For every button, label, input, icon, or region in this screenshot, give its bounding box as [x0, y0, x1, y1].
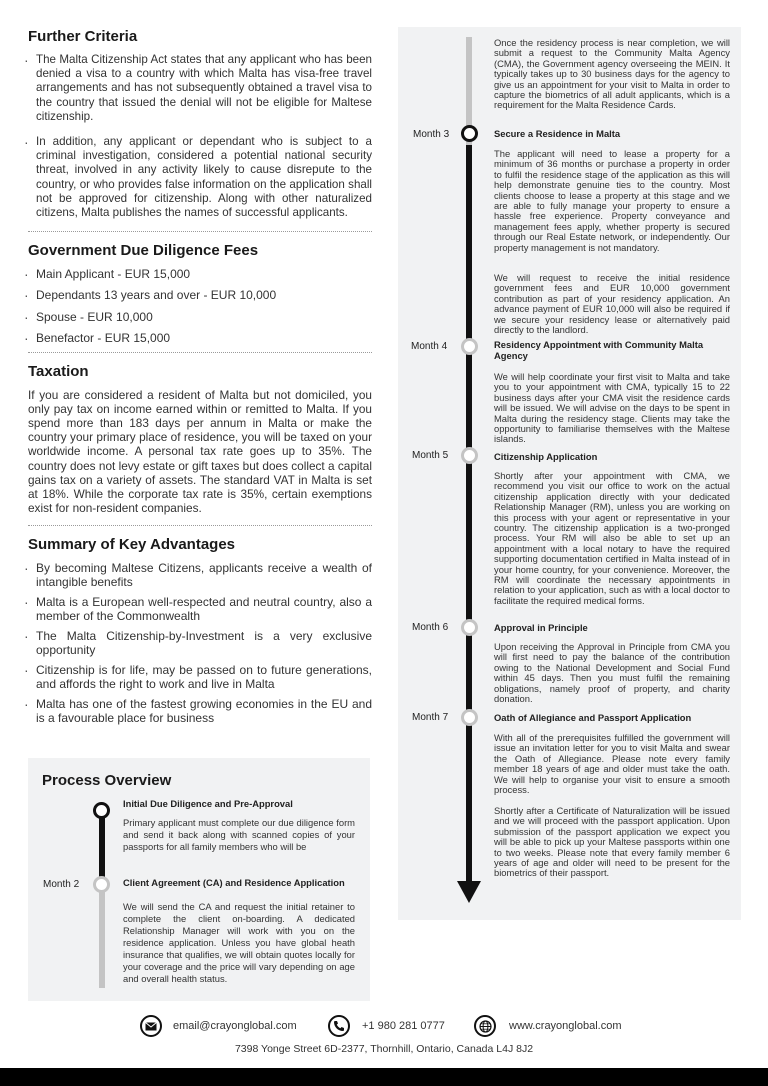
website-link[interactable]: www.crayonglobal.com	[509, 1020, 622, 1032]
timeline-line	[466, 145, 472, 885]
timeline-node	[461, 447, 478, 464]
phone-link[interactable]: +1 980 281 0777	[362, 1020, 445, 1032]
step-body: Shortly after your appointment with CMA, we recommend you visit our office to work on the actual citizenship application directly with your dedicated Relationship Manager (RM), unless you are working on this process with your agent or representative in your country. The citizenship application is a two-pronged process. Your RM will also be able to set up an appointment with a local notary to have the required supporting documentation certified in Malta instead of in your home country, for your convenience. Moreover, the RM will coordinate the necessary appointments in relation to your application, such as with a local doctor to facilitate the required medical forms.	[494, 470, 730, 606]
step-body: The applicant will need to lease a property for a minimum of 36 months or purchase a property in order to fulfil the residence stage of the application as this will help demonstrate genuine ties to the country. Most clients choose to lease a property at this stage and we are able to fully manage your property to ensure a hassle free experience. Property conveyance and management fees apply, whether property is secured through our Real Estate network, or independently. Our property management is not mandatory.	[494, 148, 730, 253]
bottom-bar	[0, 1068, 768, 1086]
fees-list	[28, 267, 372, 345]
timeline-intro: Once the residency process is near completion, we will submit a request to the Community Malta Agency (CMA), the Government agency overseeing the MEIN. It typically takes up to 30 business days for the agency to give us an appointment for your visit to Malta in order to capture the biometrics of all adult applicants, which is a requirement for the Malta Residence Cards.	[494, 37, 730, 111]
process-overview-box	[28, 758, 370, 1001]
month-label: Month 4	[411, 341, 448, 352]
company-address: 7398 Yonge Street 6D-2377, Thornhill, Ontario, Canada L4J 8J2	[234, 1043, 534, 1055]
timeline-node	[461, 125, 478, 142]
step-body: We will request to receive the initial residence government fees and EUR 10,000 government contribution as part of your residency application. An advance payment of EUR 10,000 will also be required if we secure your residency lease or alternatively paid directly to the landlord.	[494, 272, 730, 336]
timeline-line-future	[99, 892, 105, 988]
list-item: · Benefactor - EUR 15,000	[28, 331, 372, 345]
list-item: · In addition, any applicant or dependant who is subject to a criminal investigation, considered a potential national security threat, involved in any activity likely to cause disrepute to the country, or who provides false information on the application shall not be approved for citizenship. Along with other naturalized citizens, Malta publishes the names of successful applicants.	[28, 135, 372, 220]
step-body: Shortly after a Certificate of Naturalization will be issued and we will proceed with the passport application. Upon submission of the passport application we expect you will be able to pick up your Maltese passports within one to two weeks. Please note that every family member 6 years of age and older will need to be present for the biometrics of their passport.	[494, 805, 730, 879]
phone-icon	[328, 1015, 350, 1037]
step-title: Oath of Allegiance and Passport Application	[494, 712, 692, 723]
taxation-heading: Taxation	[28, 363, 89, 381]
taxation-text: If you are considered a resident of Malta but not domiciled, you only pay tax on income earned within or remitted to Malta. If you spend more than 183 days per annum in Malta or make the country your primary place of residence, you will be taxed on your worldwide income. A personal tax rate goes up to 35%. The country does not levy estate or gift taxes but does collect a capital gains tax on a variety of assets. The standard VAT in Malta is set at 18%. While the corporate tax rate is 35%, certain exemptions exist for non-resident companies.	[28, 388, 372, 515]
timeline-node	[93, 876, 110, 893]
timeline-node	[93, 802, 110, 819]
step-title: Citizenship Application	[494, 451, 598, 462]
month-label: Month 6	[412, 622, 449, 633]
step-body: Upon receiving the Approval in Principle from CMA you will first need to pay the balance of the contribution owing to the National Development and Social Fund within 45 days. Then you must fulfil the remaining obligations, namely proof of property, and charity donation.	[494, 641, 730, 705]
divider	[28, 231, 372, 232]
globe-icon	[474, 1015, 496, 1037]
divider	[28, 352, 372, 353]
list-item: · Dependants 13 years and over - EUR 10,000	[28, 288, 372, 302]
left-column	[28, 28, 372, 731]
timeline-node	[461, 338, 478, 355]
email-link[interactable]: email@crayonglobal.com	[173, 1020, 297, 1032]
advantages-heading: Summary of Key Advantages	[28, 535, 236, 553]
step-title: Initial Due Diligence and Pre-Approval	[123, 798, 293, 809]
list-item: · Spouse - EUR 10,000	[28, 310, 372, 324]
process-overview-heading: Process Overview	[42, 772, 172, 789]
advantages-list	[28, 561, 372, 725]
fees-heading: Government Due Diligence Fees	[28, 242, 259, 260]
list-item: · The Malta Citizenship Act states that any applicant who has been denied a visa to a country with which Malta has visa-free travel arrangements and has not subsequently obtained a travel visa to the country that issued the denial will not be eligible for Maltese citizenship.	[28, 53, 372, 124]
step-body: With all of the prerequisites fulfilled the government will issue an invitation letter for you to visit Malta and swear the Oath of Allegiance. Please note every family member 18 years of age and older must take the oath. We will help to organise your visit to ensure a smooth process.	[494, 732, 730, 796]
list-item: · Malta is a European well-respected and neutral country, also a member of the Commonwealth	[28, 595, 372, 623]
month-label: Month 5	[412, 450, 449, 461]
step-title: Secure a Residence in Malta	[494, 128, 621, 139]
timeline-node	[461, 709, 478, 726]
further-criteria-heading: Further Criteria	[28, 28, 138, 45]
step-body: Primary applicant must complete our due diligence form and send it back along with scanned copies of your passports for all family members who will be	[123, 817, 355, 852]
further-criteria-list	[28, 53, 372, 220]
month-label: Month 2	[43, 879, 80, 890]
month-label: Month 3	[413, 129, 450, 140]
envelope-icon	[140, 1015, 162, 1037]
timeline-node	[461, 619, 478, 636]
list-item: · Malta has one of the fastest growing economies in the EU and is a favourable place for business	[28, 697, 372, 725]
step-title: Residency Appointment with Community Malta Agency	[494, 339, 704, 361]
list-item: · The Malta Citizenship-by-Investment is a very exclusive opportunity	[28, 629, 372, 657]
step-body: We will send the CA and request the initial retainer to complete the client on-boarding. A dedicated Relationship Manager will work with you on the residence application. Unless you have global heath insurance that qualifies, we will obtain quotes locally for your coverage and the price will vary depending on age and overall health status.	[123, 901, 355, 984]
step-body: We will help coordinate your first visit to Malta and take you to your appointment with CMA, typically 15 to 22 business days after your CMA visit the residence cards will be issued. We will advise on the days to be spent in Malta during the residency stage. Clients may take the opportunity to familiarise themselves with the Maltese islands.	[494, 371, 730, 445]
list-item: · Main Applicant - EUR 15,000	[28, 267, 372, 281]
step-title: Client Agreement (CA) and Residence Application	[123, 877, 345, 888]
list-item: · Citizenship is for life, may be passed on to future generations, and affords the right to work and live in Malta	[28, 663, 372, 691]
month-label: Month 7	[412, 712, 449, 723]
divider	[28, 525, 372, 526]
timeline-panel	[398, 27, 741, 920]
list-item: · By becoming Maltese Citizens, applicants receive a wealth of intangible benefits	[28, 561, 372, 589]
step-title: Approval in Principle	[494, 622, 588, 633]
arrow-down-icon	[457, 881, 481, 903]
